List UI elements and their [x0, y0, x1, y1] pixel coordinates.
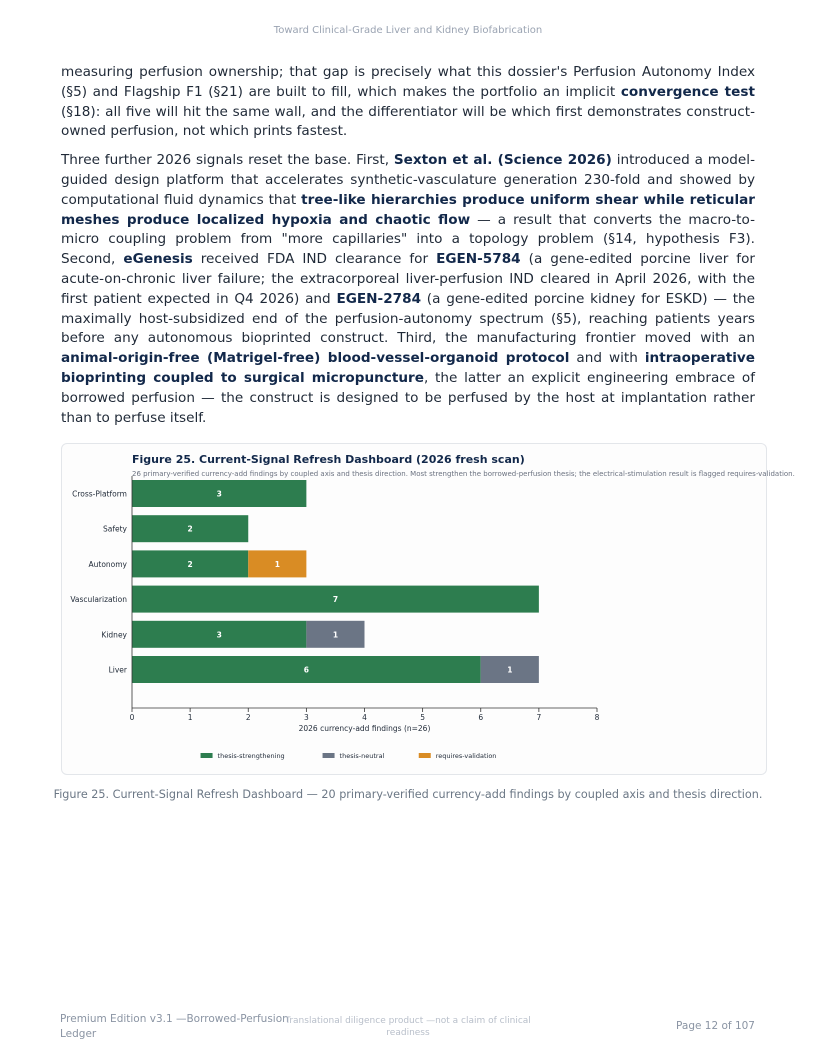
data-label: 2 — [187, 559, 193, 569]
category-label: Safety — [103, 524, 127, 534]
x-tick-label: 1 — [187, 713, 193, 722]
x-tick-label: 8 — [594, 713, 600, 722]
data-label: 1 — [274, 559, 280, 569]
bold-text-run: EGEN-5784 — [436, 251, 521, 268]
bold-text-run: eGenesis — [123, 251, 193, 268]
text-run: (a gene-edited porcine kidney for ESKD) — the maximally host-subsidized end of the perfusion-autonomy spectrum (§5), reaching patients years before any autonomous bioprinted construct. Third, the manufacturing frontier moved with an — [61, 290, 756, 347]
data-label: 3 — [216, 489, 222, 499]
legend-swatch — [201, 753, 213, 758]
bold-text-run: EGEN-2784 — [336, 290, 422, 307]
footer-disclaimer: Translational diligence product —not a claim of clinical readiness — [285, 1016, 531, 1038]
footer-edition: Premium Edition v3.1 —Borrowed-Perfusion Ledger — [60, 1013, 289, 1040]
stacked-bar-chart — [62, 444, 766, 774]
text-run: and with — [569, 350, 645, 367]
legend-label: thesis-neutral — [339, 752, 385, 760]
x-tick-label: 5 — [420, 713, 426, 722]
text-run: introduced a model-guided design platform that accelerates synthetic-vasculature generation 230-fold and showed by computational fluid dynamics that — [61, 152, 755, 208]
text-run: received FDA IND clearance for — [192, 251, 437, 268]
body-text — [61, 63, 755, 437]
paragraph-1 — [61, 63, 755, 142]
text-run: — a result that converts the macro-to-micro coupling problem from "more capillaries" into a topology problem (§14, hypothesis F3). Second, — [61, 211, 755, 268]
x-tick-label: 7 — [536, 713, 542, 722]
running-header: Toward Clinical-Grade Liver and Kidney Biofabrication — [273, 25, 543, 36]
data-label: 2 — [187, 524, 193, 534]
x-tick-label: 3 — [303, 713, 309, 722]
bold-text-run: tree-like hierarchies produce uniform shear while reticular meshes produce localized hypoxia and chaotic flow — [61, 191, 755, 228]
x-tick-label: 0 — [129, 713, 135, 722]
bold-text-run: animal-origin-free (Matrigel-free) blood-vessel-organoid protocol — [61, 350, 570, 367]
legend-swatch — [323, 753, 335, 758]
data-label: 1 — [507, 665, 513, 675]
x-tick-label: 6 — [478, 713, 484, 722]
bold-text-run: convergence test — [620, 83, 755, 100]
category-label: Liver — [108, 665, 127, 675]
figure-subtitle: 26 primary-verified currency-add findings by coupled axis and thesis direction. Most strengthen the borrowed-perfusion thesis; the electrical-stimulation result is flagged requires-validation. — [132, 470, 795, 478]
legend-label: requires-validation — [435, 752, 497, 760]
data-label: 6 — [303, 665, 309, 675]
category-label: Autonomy — [88, 559, 127, 569]
text-run: (§18): all five will hit the same wall, and the differentiator will be which first demonstrates construct-owned perfusion, not which prints fastest. — [61, 103, 755, 140]
category-label: Cross-Platform — [72, 489, 127, 499]
text-run: measuring perfusion ownership; that gap is precisely what this dossier's Perfusion Autonomy Index (§5) and Flagship F1 (§21) are built to fill, which makes the portfolio an implicit — [61, 64, 755, 100]
paragraph-2 — [61, 151, 755, 428]
bold-text-run: intraoperative bioprinting coupled to surgical micropuncture — [61, 350, 755, 386]
text-run: (a gene-edited porcine liver for acute-on-chronic liver failure; the extracorporeal liver-perfusion IND cleared in April 2026, with the first patient expected in Q4 2026) and — [61, 251, 756, 307]
figure-card — [61, 443, 795, 775]
x-axis-label: 2026 currency-add findings (n=26) — [298, 724, 431, 733]
text-run: , the latter an explicit engineering embrace of borrowed perfusion — the construct is designed to be perfused by the host at implantation rather than to perfuse itself. — [61, 369, 755, 426]
figure-title: Figure 25. Current-Signal Refresh Dashboard (2026 fresh scan) — [132, 453, 525, 466]
legend-label: thesis-strengthening — [217, 752, 285, 760]
x-tick-label: 2 — [245, 713, 251, 722]
data-label: 1 — [332, 630, 339, 640]
bold-text-run: Sexton et al. (Science 2026) — [393, 152, 612, 169]
category-label: Vascularization — [70, 595, 127, 605]
figure-caption: Figure 25. Current-Signal Refresh Dashboard — 20 primary-verified currency-add findings by coupled axis and thesis direction. — [53, 788, 763, 801]
data-label: 3 — [216, 630, 222, 640]
legend-swatch — [419, 753, 431, 758]
x-tick-label: 4 — [362, 713, 367, 722]
footer-page-number: Page 12 of 107 — [676, 1020, 755, 1032]
text-run: Three further 2026 signals reset the base. First, — [61, 152, 394, 169]
category-label: Kidney — [101, 630, 127, 640]
data-label: 7 — [332, 595, 339, 605]
